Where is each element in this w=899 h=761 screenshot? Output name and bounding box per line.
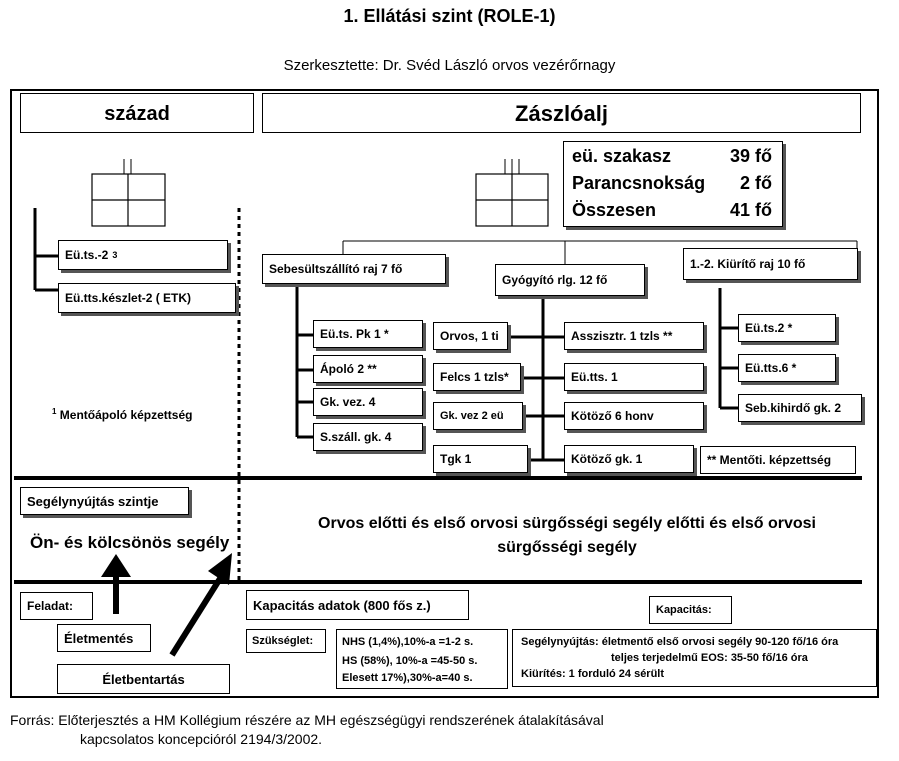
treatment-right-3-label: Kötöző 6 honv bbox=[571, 409, 654, 423]
company-item-1-sup: 3 bbox=[112, 250, 118, 260]
transport-item-1 bbox=[313, 320, 423, 348]
company-item-1-label: Eü.ts.-2 bbox=[65, 248, 109, 262]
evacuation-item-2-label: Eü.tts.6 * bbox=[745, 361, 797, 375]
care-main-line-1: Orvos előtti és első orvosi sürgősségi segély előtti és első orvosi bbox=[318, 515, 816, 532]
transport-item-4-label: S.száll. gk. 4 bbox=[320, 430, 392, 444]
summary-value-1: 39 fő bbox=[729, 146, 772, 166]
capacity-data-label: Kapacitás adatok (800 fős z.) bbox=[253, 597, 431, 613]
summary-label-1: eü. szakasz bbox=[572, 146, 672, 166]
arrow-diagonal-icon bbox=[172, 553, 232, 655]
summary-value-2: 2 fő bbox=[739, 173, 772, 193]
transport-item-4 bbox=[313, 423, 423, 451]
need-line-1: NHS (1,4%),10%-a =1-2 s. bbox=[342, 636, 474, 648]
group-transport-label: Sebesültszállító raj 7 fő bbox=[269, 262, 403, 276]
care-level-label bbox=[20, 487, 189, 515]
capacity-values-box bbox=[512, 629, 877, 687]
footnote-2 bbox=[700, 446, 856, 474]
evacuation-item-2 bbox=[738, 354, 836, 382]
task-item-2-label: Életbentartás bbox=[102, 671, 185, 687]
company-item-2 bbox=[58, 283, 236, 313]
capacity-line-1: Segélynyújtás: életmentő első orvosi segély 90-120 fő/16 óra bbox=[521, 636, 839, 648]
transport-item-1-label: Eü.ts. Pk 1 * bbox=[320, 327, 389, 341]
task-label-text: Feladat: bbox=[27, 599, 74, 613]
header-company-label: század bbox=[104, 103, 170, 125]
group-evacuation bbox=[683, 248, 858, 280]
treatment-left-2 bbox=[433, 363, 521, 391]
need-label-box bbox=[246, 629, 326, 653]
care-main-line-2: sürgősségi segély bbox=[497, 539, 637, 556]
treatment-right-3 bbox=[564, 402, 704, 430]
evacuation-item-1-label: Eü.ts.2 * bbox=[745, 321, 793, 335]
task-item-1-label: Életmentés bbox=[64, 630, 134, 646]
treatment-right-1 bbox=[564, 322, 704, 350]
treatment-left-2-label: Felcs 1 tzls* bbox=[440, 370, 509, 384]
battalion-unit-icon bbox=[476, 159, 548, 226]
source-line-1: Forrás: Előterjesztés a HM Kollégium részére az MH egészségügyi rendszerének átalakításával bbox=[10, 712, 604, 728]
treatment-left-3-label: Gk. vez 2 eü bbox=[440, 410, 504, 422]
need-line-2: HS (58%), 10%-a =45-50 s. bbox=[342, 655, 478, 667]
group-transport bbox=[262, 254, 446, 284]
treatment-left-3 bbox=[433, 402, 523, 430]
page-title: 1. Ellátási szint (ROLE-1) bbox=[343, 6, 556, 26]
summary-label-3: Összesen bbox=[572, 200, 657, 220]
transport-item-3 bbox=[313, 388, 423, 416]
treatment-right-4-label: Kötöző gk. 1 bbox=[571, 452, 643, 466]
company-item-2-label: Eü.tts.készlet-2 ( ETK) bbox=[65, 291, 192, 305]
company-item-1 bbox=[58, 240, 228, 270]
evacuation-item-3 bbox=[738, 394, 862, 422]
treatment-right-2-label: Eü.tts. 1 bbox=[571, 370, 618, 384]
footnote-2-label: ** Mentőti. képzettség bbox=[707, 453, 832, 467]
treatment-right-2 bbox=[564, 363, 704, 391]
transport-item-2 bbox=[313, 355, 423, 383]
header-battalion-label: Zászlóalj bbox=[515, 101, 608, 126]
capacity-line-3: Kiürítés: 1 forduló 24 sérült bbox=[521, 668, 665, 680]
treatment-left-1 bbox=[433, 322, 508, 350]
treatment-right-4 bbox=[564, 445, 694, 473]
care-level-label-text: Segélynyújtás szintje bbox=[27, 493, 159, 509]
need-label: Szükséglet: bbox=[252, 635, 314, 647]
evacuation-item-1 bbox=[738, 314, 836, 342]
transport-item-2-label: Ápoló 2 ** bbox=[320, 362, 377, 376]
footnote-1 bbox=[52, 407, 192, 422]
evacuation-item-3-label: Seb.kihirdő gk. 2 bbox=[745, 401, 842, 415]
capacity-label-box bbox=[649, 596, 732, 624]
capacity-data-box bbox=[246, 590, 469, 620]
group-evacuation-label: 1.-2. Kiürítő raj 10 fő bbox=[690, 257, 806, 271]
capacity-line-2: teljes terjedelmű EOS: 35-50 fő/16 óra bbox=[611, 652, 808, 664]
transport-item-3-label: Gk. vez. 4 bbox=[320, 395, 376, 409]
treatment-left-4-label: Tgk 1 bbox=[440, 452, 472, 466]
capacity-label: Kapacitás: bbox=[656, 604, 712, 616]
group-treatment-label: Gyógyító rlg. 12 fő bbox=[502, 273, 608, 287]
company-unit-icon bbox=[92, 159, 165, 226]
editor-line: Szerkesztette: Dr. Svéd László orvos vezérőrnagy bbox=[283, 57, 616, 74]
treatment-left-1-label: Orvos, 1 ti bbox=[440, 329, 499, 343]
group-treatment bbox=[495, 264, 645, 296]
treatment-left-4 bbox=[433, 445, 528, 473]
task-item-2 bbox=[57, 664, 230, 694]
need-line-3: Elesett 17%),30%-a=40 s. bbox=[342, 672, 473, 684]
treatment-right-1-label: Asszisztr. 1 tzls ** bbox=[571, 329, 673, 343]
summary-value-3: 41 fő bbox=[729, 200, 772, 220]
task-item-1 bbox=[57, 624, 151, 652]
self-help-text: Ön- és kölcsönös segély bbox=[30, 533, 230, 552]
summary-label-2: Parancsnokság bbox=[572, 173, 706, 193]
need-values-box bbox=[336, 629, 508, 689]
task-label bbox=[20, 592, 93, 620]
footnote-1-sup: 1 bbox=[52, 407, 57, 416]
footnote-1-text: Mentőápoló képzettség bbox=[56, 408, 193, 422]
source-line-2: kapcsolatos koncepcióról 2194/3/2002. bbox=[80, 731, 323, 747]
